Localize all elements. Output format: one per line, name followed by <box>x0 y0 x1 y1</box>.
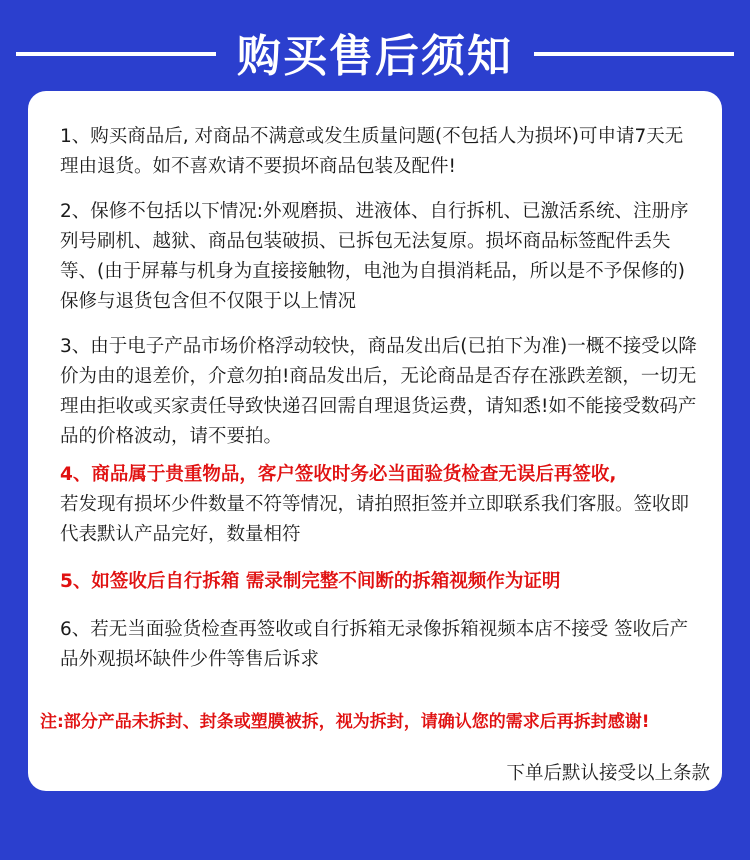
term-item-5: 5、如签收后自行拆箱 需录制完整不间断的拆箱视频作为证明 <box>60 571 561 592</box>
term-item-2: 2、保修不包括以下情况:外观磨损、进液体、自行拆机、已激活系统、注册序列号刷机、越狱、商品包装破损、已拆包无法复原。损坏商品标签配件丢失等、(由于屏幕与机身为直接接触物，电池为自損消耗品，所以是不予保修的)保修与退货包含但不仅限于以上情况 <box>60 201 689 312</box>
footer-terms: 下单后默认接受以上条款 <box>506 762 710 784</box>
title-divider-right <box>534 52 734 56</box>
page-title: 购买售后须知 <box>237 31 513 82</box>
term-item-6: 6、若无当面验货检查再签收或自行拆箱无录像拆箱视频本店不接受 签收后产品外观损坏缺件少件等售后诉求 <box>60 619 689 670</box>
term-item-3: 3、由于电子产品市场价格浮动较快，商品发出后(已拍下为准)一概不接受以降价为由的退差价，介意勿拍!商品发出后，无论商品是否存在涨跌差额，一切无理由拒收或买家责任导致快递召回需自理退货运费，请知悉!如不能接受数码产品的价格波动，请不要拍。 <box>60 336 697 447</box>
terms-card <box>28 91 722 791</box>
title-divider-left <box>16 52 216 56</box>
term-item-4-rest: 若发现有损坏少件数量不符等情况，请拍照拒签并立即联系我们客服。签收即代表默认产品完好，数量相符 <box>60 494 690 545</box>
term-item-4-highlight: 4、商品属于贵重物品，客户签收时务必当面验货检查无误后再签收, <box>60 464 617 485</box>
header <box>0 22 750 92</box>
term-item-4 <box>60 460 700 550</box>
term-item-1: 1、购买商品后, 对商品不满意或发生质量问题(不包括人为损坏)可申请7天无理由退货。如不喜欢请不要损坏商品包装及配件! <box>60 126 684 177</box>
note: 注:部分产品未拆封、封条或塑膜被拆，视为拆封，请确认您的需求后再拆封感谢! <box>40 712 650 732</box>
